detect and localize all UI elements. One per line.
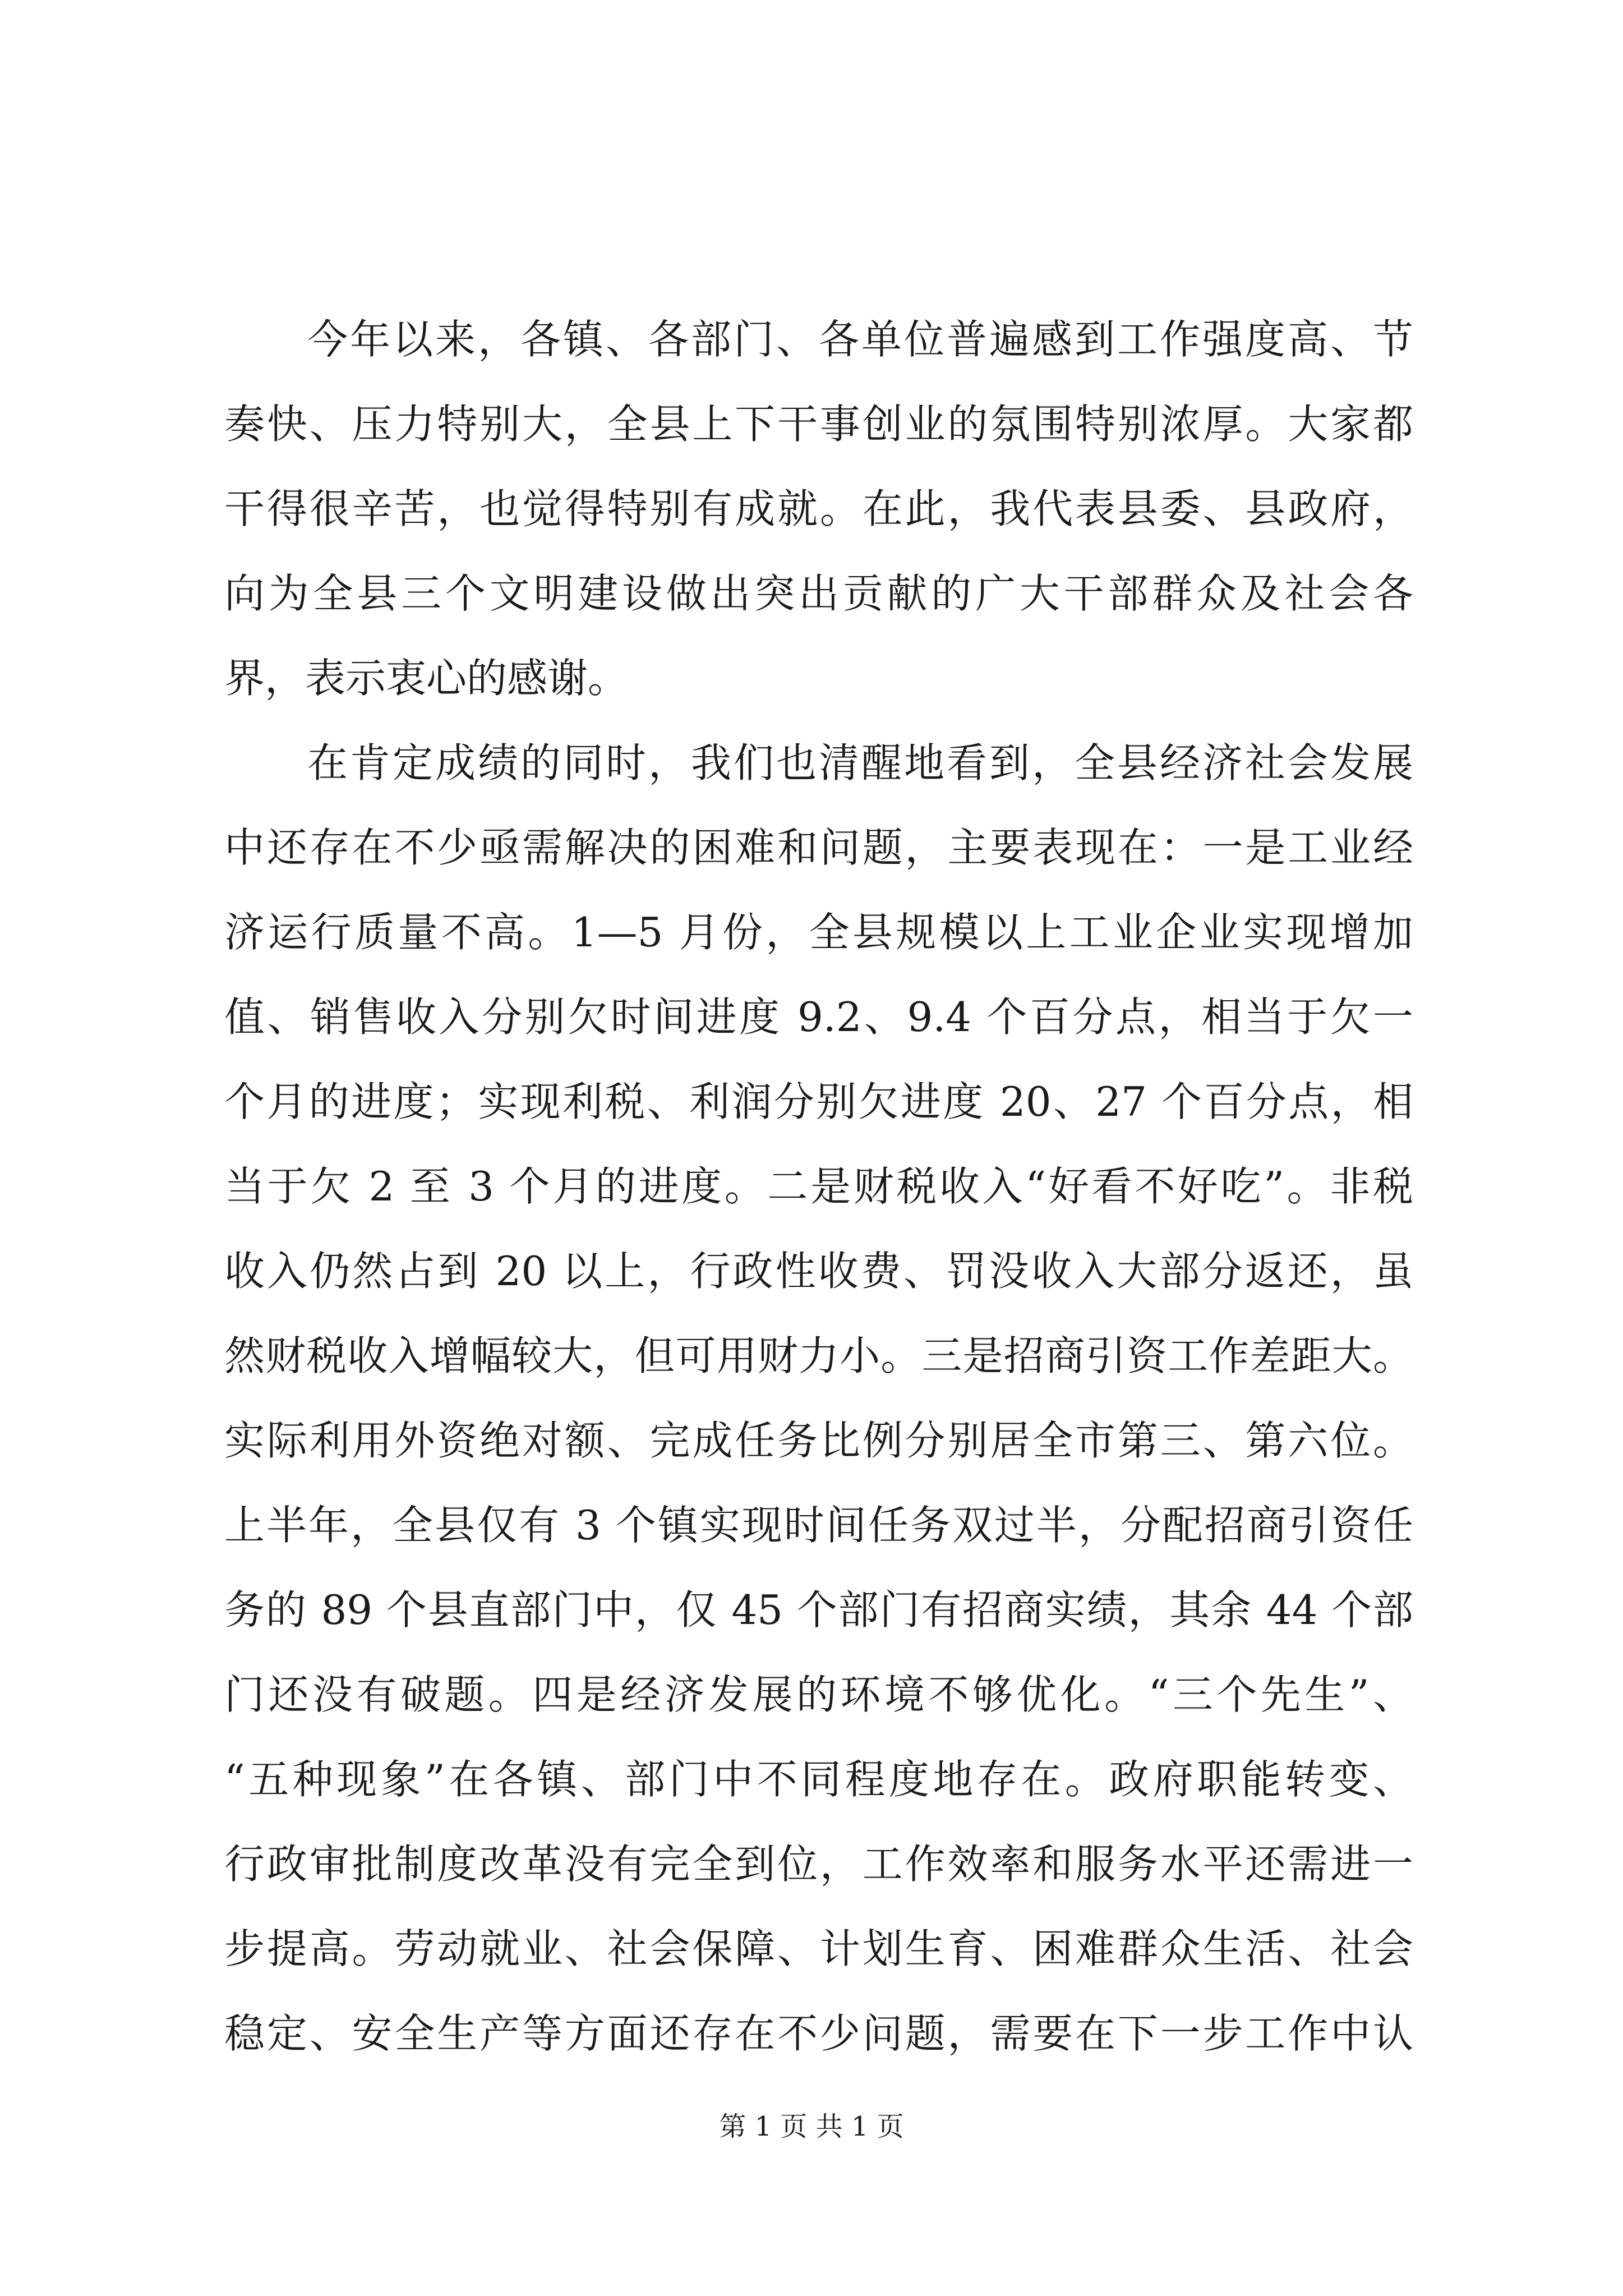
text-line: 然财税收入增幅较大，但可用财力小。三是招商引资工作差距大。 bbox=[224, 1332, 1413, 1379]
text-line: 在肯定成绩的同时，我们也清醒地看到，全县经济社会发展 bbox=[307, 739, 1413, 786]
text-line: 济运行质量不高。1—5 月份，全县规模以上工业企业实现增加 bbox=[224, 909, 1413, 956]
text-line: “五种现象”在各镇、部门中不同程度地存在。政府职能转变、 bbox=[224, 1756, 1413, 1803]
text-line: 实际利用外资绝对额、完成任务比例分别居全市第三、第六位。 bbox=[224, 1417, 1413, 1464]
text-line: 收入仍然占到 20 以上，行政性收费、罚没收入大部分返还，虽 bbox=[224, 1248, 1413, 1295]
text-line: 门还没有破题。四是经济发展的环境不够优化。“三个先生”、 bbox=[224, 1671, 1413, 1718]
text-line: 奏快、压力特别大，全县上下干事创业的氛围特别浓厚。大家都 bbox=[224, 401, 1413, 448]
text-line: 向为全县三个文明建设做出突出贡献的广大干部群众及社会各 bbox=[224, 570, 1413, 617]
text-line: 个月的进度；实现利税、利润分别欠进度 20、27 个百分点，相 bbox=[224, 1078, 1413, 1125]
text-line: 界，表示衷心的感谢。 bbox=[224, 655, 629, 702]
text-line: 稳定、安全生产等方面还存在不少问题，需要在下一步工作中认 bbox=[224, 2010, 1413, 2057]
text-line: 步提高。劳动就业、社会保障、计划生育、困难群众生活、社会 bbox=[224, 1925, 1413, 1972]
text-line: 上半年，全县仅有 3 个镇实现时间任务双过半，分配招商引资任 bbox=[224, 1502, 1413, 1549]
page-footer: 第 1 页 共 1 页 bbox=[719, 2111, 904, 2142]
text-line: 干得很辛苦，也觉得特别有成就。在此，我代表县委、县政府， bbox=[224, 485, 1413, 532]
text-line: 今年以来，各镇、各部门、各单位普遍感到工作强度高、节 bbox=[307, 316, 1413, 363]
text-line: 中还存在不少亟需解决的困难和问题，主要表现在：一是工业经 bbox=[224, 824, 1413, 871]
text-line: 行政审批制度改革没有完全到位，工作效率和服务水平还需进一 bbox=[224, 1841, 1413, 1888]
text-line: 当于欠 2 至 3 个月的进度。二是财税收入“好看不好吃”。非税 bbox=[224, 1163, 1413, 1210]
text-line: 务的 89 个县直部门中，仅 45 个部门有招商实绩，其余 44 个部 bbox=[224, 1586, 1413, 1634]
text-line: 值、销售收入分别欠时间进度 9.2、9.4 个百分点，相当于欠一 bbox=[224, 993, 1413, 1041]
